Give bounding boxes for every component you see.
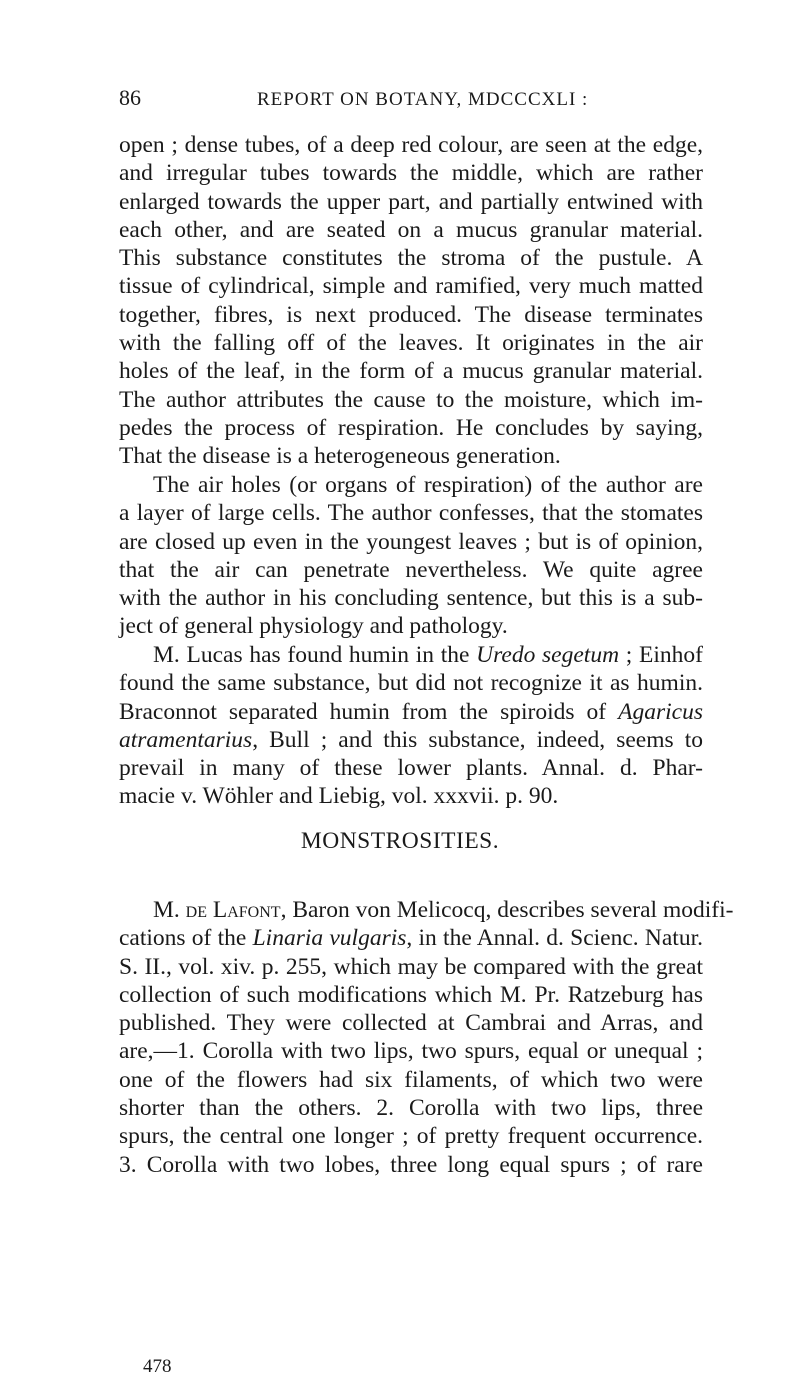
text-line: 3. Corolla with two lobes, three long equal spurs ; of rare xyxy=(119,1151,703,1178)
text-line: ject of general physiology and pathology. xyxy=(119,613,508,640)
text-run: ; Einhof xyxy=(619,642,703,668)
page-number: 86 xyxy=(119,85,141,110)
paragraph-monstrosities xyxy=(119,896,734,1179)
text-line: prevail in many of these lower plants. Annal. d. Phar- xyxy=(119,755,703,782)
text-line: that the air can penetrate nevertheless. We quite agree xyxy=(119,556,703,583)
text-run: M. Lucas has found humin in the xyxy=(153,642,477,668)
text-line: pedes the process of respiration. He concludes by saying, xyxy=(119,414,703,441)
text-run: , Baron von Melicocq, describes several modifi- xyxy=(280,897,734,923)
section-title: MONSTROSITIES. xyxy=(300,828,500,854)
folio-number: 478 xyxy=(143,1356,172,1377)
text-line xyxy=(119,924,703,952)
text-line: open ; dense tubes, of a deep red colour, are seen at the edge, xyxy=(119,132,703,158)
text-line: The author attributes the cause to the moisture, which im- xyxy=(119,386,703,413)
text-line: The air holes (or organs of respiration) of the author are xyxy=(153,472,703,498)
text-run: Braconnot separated humin from the spiroids of xyxy=(119,698,619,725)
text-line: tissue of cylindrical, simple and ramified, very much matted xyxy=(119,273,703,300)
species-name: Linaria vulgaris xyxy=(252,925,407,952)
text-run: M. xyxy=(153,897,186,923)
text-line: and irregular tubes towards the middle, which are rather xyxy=(119,160,703,187)
text-line: collection of such modifications which M. Pr. Ratzeburg has xyxy=(119,981,703,1008)
text-run: , in the Annal. d. Scienc. Natur. xyxy=(406,925,703,952)
text-line: spurs, the central one longer ; of pretty frequent occurrence. xyxy=(119,1123,703,1150)
paragraph-humin xyxy=(119,641,703,811)
text-line: That the disease is a heterogeneous generation. xyxy=(119,443,561,470)
text-line: are closed up even in the youngest leaves ; but is of opinion, xyxy=(119,528,703,555)
species-name: atramentarius xyxy=(119,726,253,753)
text-line: with the author in his concluding sentence, but this is a sub- xyxy=(119,585,703,612)
text-line: macie v. Wöhler and Liebig, vol. xxxvii. p. 90. xyxy=(119,783,559,810)
text-line: each other, and are seated on a mucus granular material. xyxy=(119,216,703,243)
text-line: S. II., vol. xiv. p. 255, which may be compared with the great xyxy=(119,953,703,980)
text-line: with the falling off of the leaves. It originates in the air xyxy=(119,330,703,357)
text-line: This substance constitutes the stroma of the pustule. A xyxy=(119,245,703,272)
species-name: Uredo segetum xyxy=(476,642,620,668)
text-line: together, fibres, is next produced. The disease terminates xyxy=(119,301,703,328)
text-line: published. They were collected at Cambrai and Arras, and xyxy=(119,1010,703,1037)
running-head: REPORT ON BOTANY, MDCCCXLI : xyxy=(257,89,589,110)
text-line: enlarged towards the upper part, and partially entwined with xyxy=(119,188,703,215)
text-line: a layer of large cells. The author confesses, that the stomates xyxy=(119,500,703,527)
text-run: cations of the xyxy=(119,925,253,952)
text-line: are,—1. Corolla with two lips, two spurs, equal or unequal ; xyxy=(119,1038,703,1065)
paragraph-air-holes xyxy=(119,471,703,641)
text-line: found the same substance, but did not recognize it as humin. xyxy=(119,670,703,697)
text-line xyxy=(119,641,703,669)
text-line xyxy=(119,896,734,924)
text-line xyxy=(119,726,703,754)
author-name: de Lafont xyxy=(185,897,281,923)
text-line xyxy=(119,698,703,726)
text-run: , Bull ; and this substance, indeed, seems to xyxy=(252,726,703,753)
species-name: Agaricus xyxy=(618,698,703,725)
text-line: one of the flowers had six filaments, of which two were xyxy=(119,1066,703,1093)
text-line: holes of the leaf, in the form of a mucus granular material. xyxy=(119,358,703,385)
paragraph-continuation xyxy=(119,131,703,471)
text-line: shorter than the others. 2. Corolla with two lips, three xyxy=(119,1095,703,1122)
